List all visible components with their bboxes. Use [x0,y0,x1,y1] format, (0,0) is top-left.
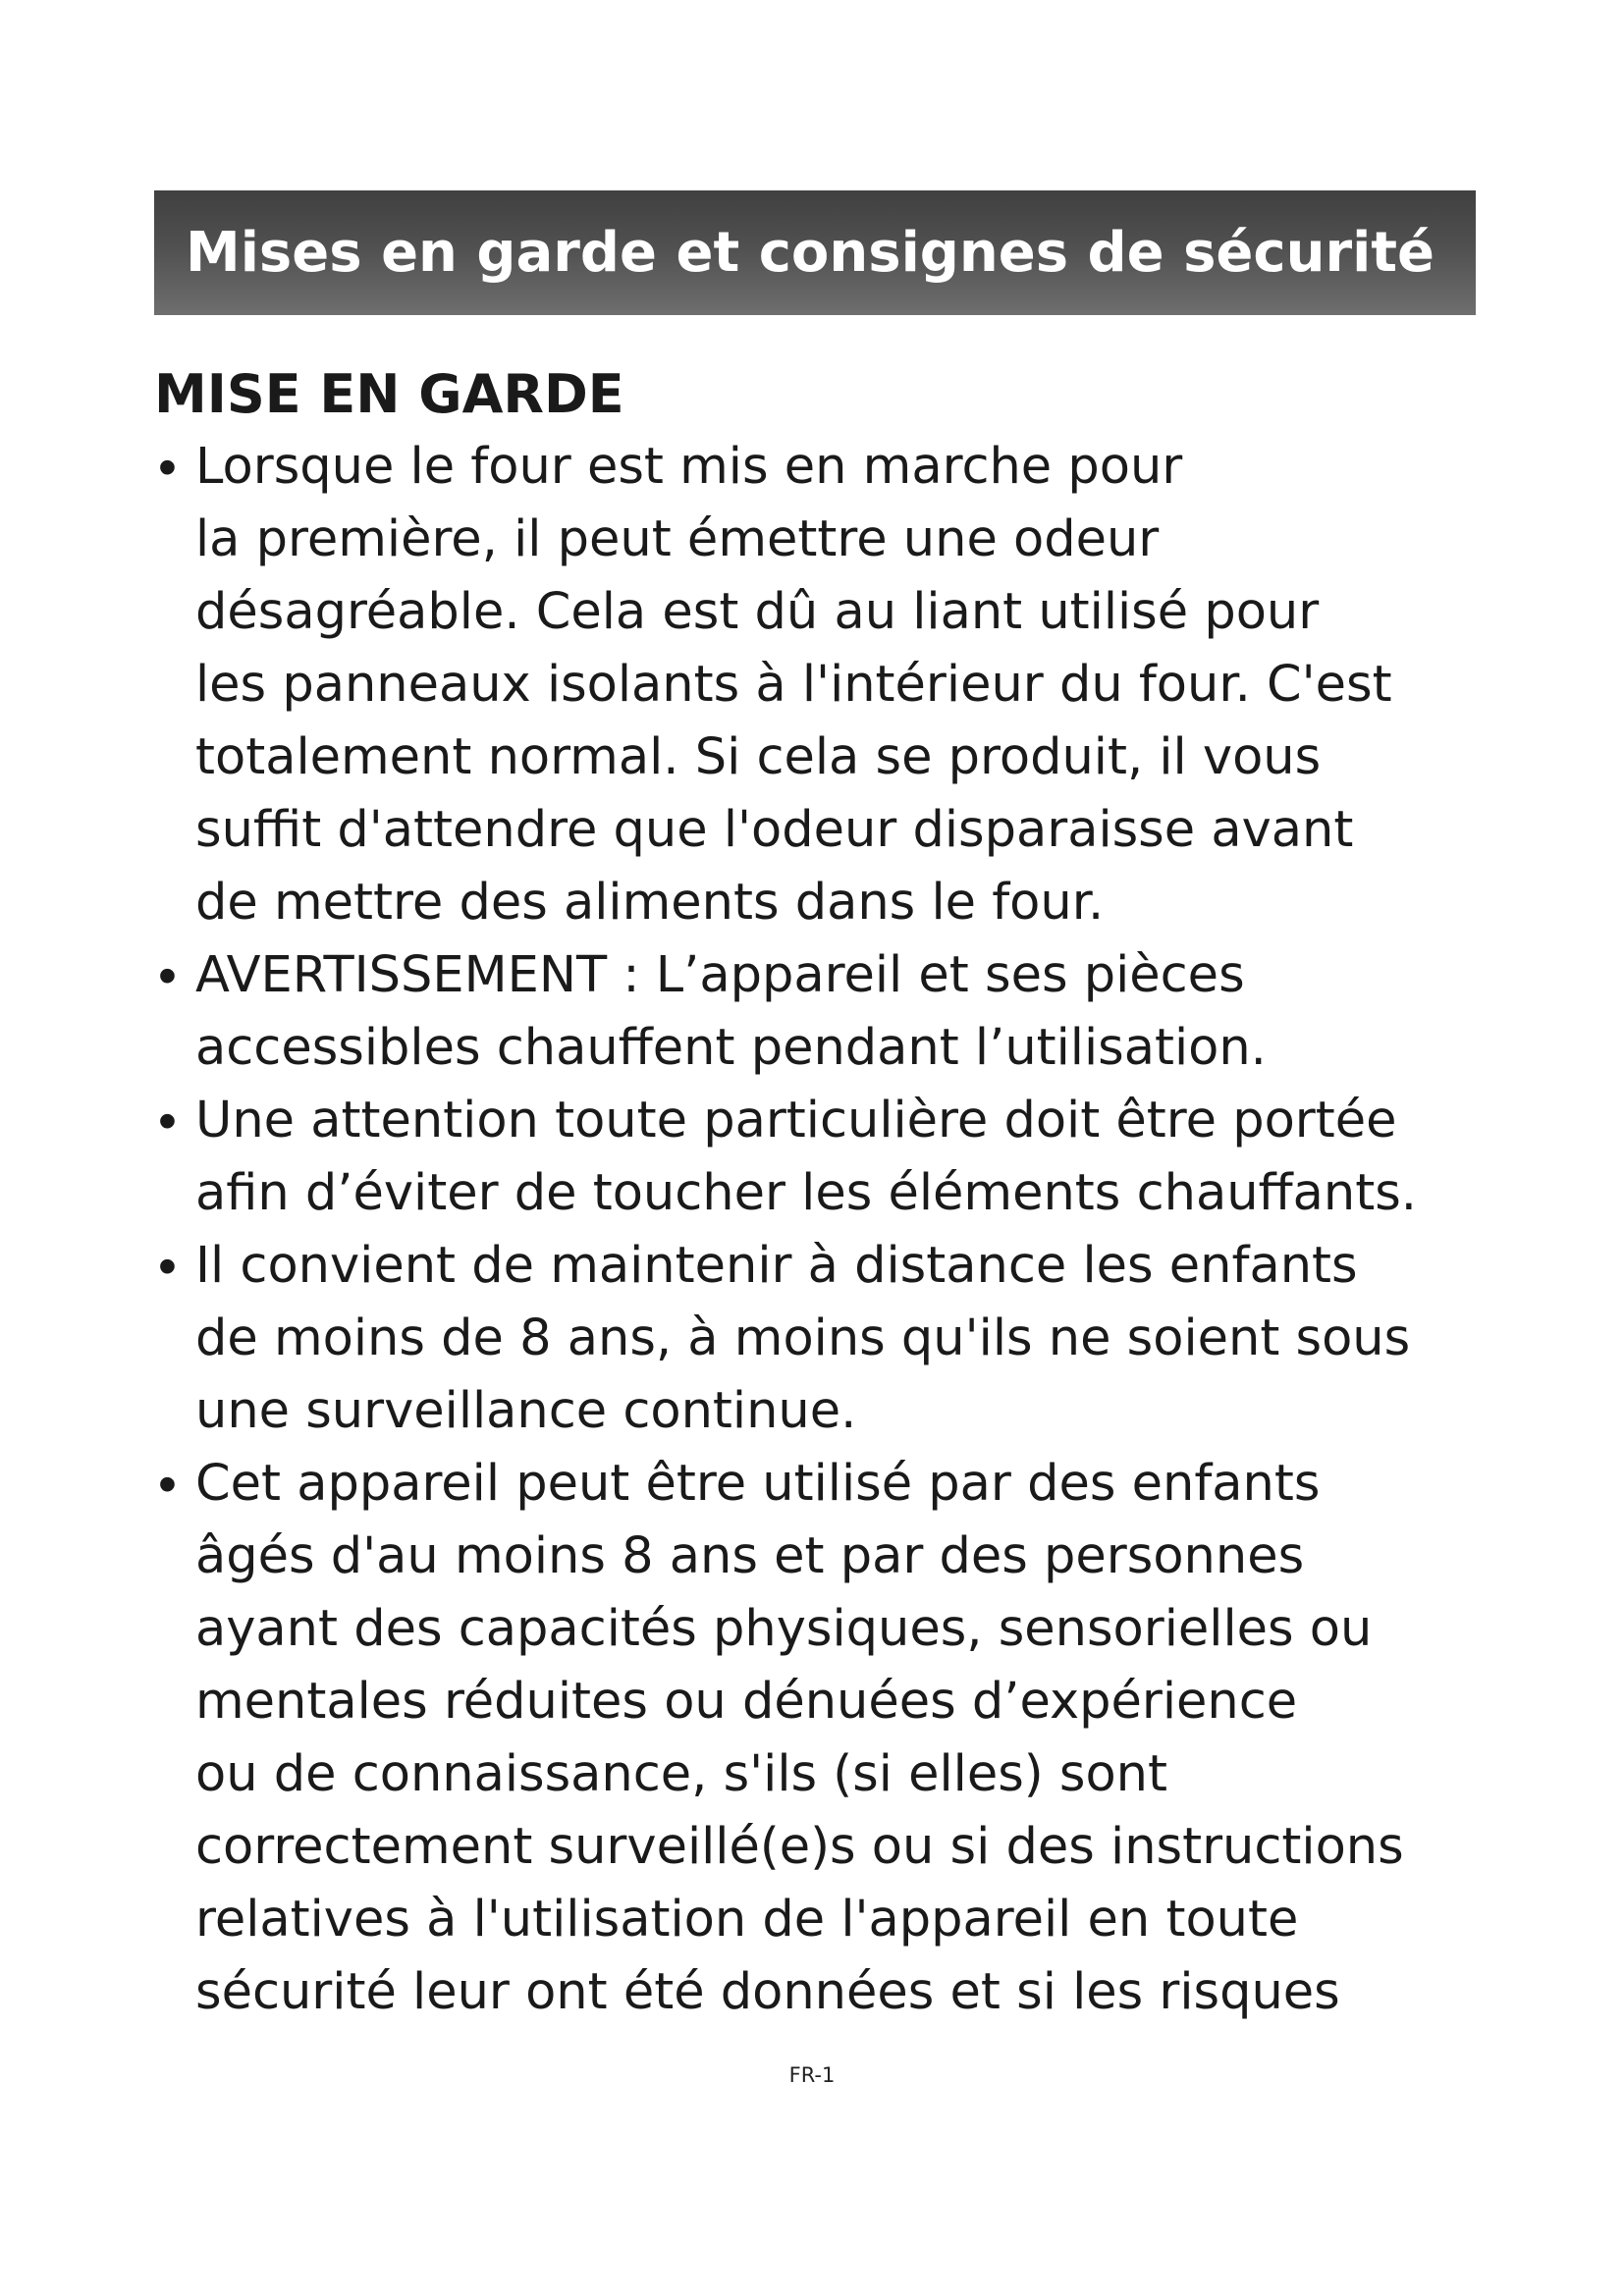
bullet-line: Une attention toute particulière doit être portée [195,1092,1397,1149]
bullet-line: de moins de 8 ans, à moins qu'ils ne soient sous [195,1309,1411,1367]
bullet-line: afin d’éviter de toucher les éléments chauffants. [195,1164,1418,1222]
bullet-line: totalement normal. Si cela se produit, il vous [195,728,1322,786]
bullet-line: AVERTISSEMENT : L’appareil et ses pièces [195,946,1245,1004]
bullet-item-warning [154,939,1529,1085]
bullet-line: accessibles chauffent pendant l’utilisation. [195,1019,1267,1077]
safety-bullet-list [154,431,1529,2029]
bullet-line: correctement surveillé(e)s ou si des instructions [195,1818,1404,1876]
bullet-dot-icon: • [158,946,177,1005]
safety-content [154,358,1529,2029]
section-heading: MISE EN GARDE [154,363,624,425]
bullet-dot-icon: • [158,1092,177,1150]
bullet-line: une surveillance continue. [195,1382,857,1440]
bullet-item-children [154,1230,1529,1448]
bullet-line: les panneaux isolants à l'intérieur du four. C'est [195,656,1392,714]
bullet-line: mentales réduites ou dénuées d’expérience [195,1673,1298,1731]
bullet-item-usage [154,1448,1529,2029]
bullet-line: âgés d'au moins 8 ans et par des personnes [195,1527,1305,1585]
bullet-line: ou de connaissance, s'ils (si elles) sont [195,1745,1167,1803]
bullet-line: Lorsque le four est mis en marche pour [195,438,1183,496]
page-title: Mises en garde et consignes de sécurité [186,221,1435,285]
bullet-line: sécurité leur ont été données et si les risques [195,1963,1340,2021]
bullet-line: désagréable. Cela est dû au liant utilisé pour [195,583,1320,641]
bullet-item-heating-elements [154,1085,1529,1230]
section-title-banner [154,190,1476,315]
bullet-dot-icon: • [158,438,177,497]
bullet-dot-icon: • [158,1455,177,1514]
bullet-dot-icon: • [158,1237,177,1296]
bullet-line: relatives à l'utilisation de l'appareil en toute [195,1891,1299,1949]
page-number: FR-1 [788,2063,836,2087]
bullet-line: ayant des capacités physiques, sensorielles ou [195,1600,1373,1658]
bullet-line: suffit d'attendre que l'odeur disparaisse avant [195,801,1354,859]
bullet-line: de mettre des aliments dans le four. [195,874,1105,932]
bullet-line: Il convient de maintenir à distance les enfants [195,1237,1358,1295]
bullet-line: la première, il peut émettre une odeur [195,510,1160,568]
bullet-item-odour [154,431,1529,939]
bullet-line: Cet appareil peut être utilisé par des enfants [195,1455,1321,1513]
